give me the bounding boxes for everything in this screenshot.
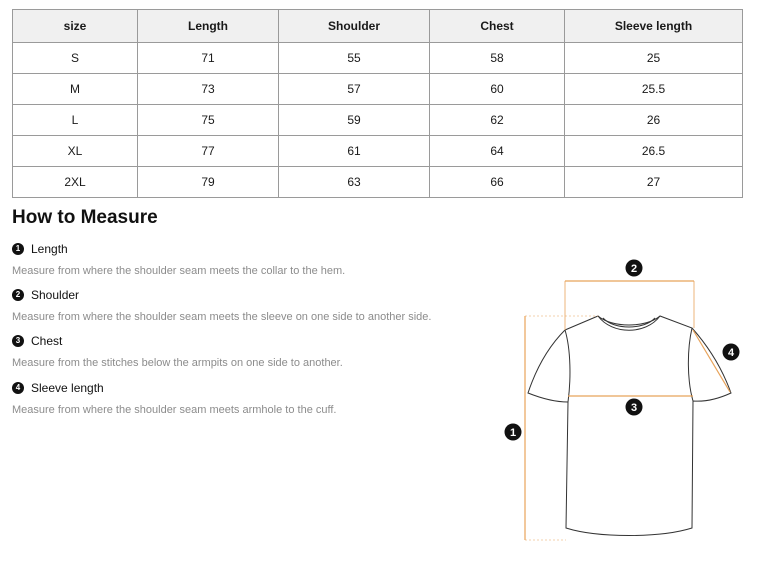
size-chart-table	[12, 9, 743, 198]
table-row	[13, 43, 743, 74]
how-to-measure-title: How to Measure	[12, 207, 158, 228]
measure-item-description: Measure from where the shoulder seam meets the collar to the hem.	[12, 265, 346, 277]
measure-item-description: Measure from the stitches below the armpits on one side to another.	[12, 357, 343, 369]
number-3-icon: 3	[12, 335, 24, 347]
number-4-icon: 4	[12, 382, 24, 394]
measure-item-length	[12, 242, 68, 256]
cell-shoulder: 63	[279, 167, 430, 198]
tshirt-icon	[528, 316, 731, 536]
svg-text:1: 1	[509, 427, 517, 439]
table-row	[13, 105, 743, 136]
marker-4	[723, 344, 740, 361]
table-row	[13, 167, 743, 198]
cell-chest: 60	[430, 74, 565, 105]
cell-shoulder: 61	[279, 136, 430, 167]
svg-text:4: 4	[727, 347, 735, 359]
measure-item-label: Chest	[31, 334, 63, 348]
cell-sleeve-length: 26	[565, 105, 743, 136]
cell-size: 2XL	[13, 167, 138, 198]
cell-chest: 62	[430, 105, 565, 136]
cell-sleeve-length: 25	[565, 43, 743, 74]
table-row	[13, 136, 743, 167]
marker-1	[505, 424, 522, 441]
cell-chest: 66	[430, 167, 565, 198]
cell-length: 71	[138, 43, 279, 74]
table-row	[13, 74, 743, 105]
tshirt-measurement-diagram	[490, 252, 758, 552]
cell-size: L	[13, 105, 138, 136]
number-2-icon: 2	[12, 289, 24, 301]
marker-2	[626, 260, 643, 277]
svg-text:2: 2	[630, 263, 638, 275]
measure-item-description: Measure from where the shoulder seam meets the sleeve on one side to another side.	[12, 311, 432, 323]
cell-shoulder: 57	[279, 74, 430, 105]
cell-sleeve-length: 26.5	[565, 136, 743, 167]
cell-size: M	[13, 74, 138, 105]
cell-size: S	[13, 43, 138, 74]
number-1-icon: 1	[12, 243, 24, 255]
marker-3	[626, 399, 643, 416]
cell-size: XL	[13, 136, 138, 167]
header-size: size	[13, 10, 138, 43]
header-length: Length	[138, 10, 279, 43]
measure-item-label: Length	[31, 242, 68, 256]
measure-item-sleeve-length	[12, 381, 104, 395]
table-header-row	[13, 10, 743, 43]
measure-item-chest	[12, 334, 62, 348]
measure-item-shoulder	[12, 288, 79, 302]
measure-item-label: Sleeve length	[31, 381, 104, 395]
cell-length: 73	[138, 74, 279, 105]
measure-item-label: Shoulder	[31, 288, 80, 302]
header-sleeve-length: Sleeve length	[565, 10, 743, 43]
cell-length: 77	[138, 136, 279, 167]
cell-length: 75	[138, 105, 279, 136]
cell-length: 79	[138, 167, 279, 198]
cell-sleeve-length: 27	[565, 167, 743, 198]
cell-shoulder: 55	[279, 43, 430, 74]
cell-sleeve-length: 25.5	[565, 74, 743, 105]
header-shoulder: Shoulder	[279, 10, 430, 43]
measure-item-description: Measure from where the shoulder seam meets armhole to the cuff.	[12, 404, 337, 416]
header-chest: Chest	[430, 10, 565, 43]
svg-text:3: 3	[630, 402, 638, 414]
cell-chest: 64	[430, 136, 565, 167]
cell-shoulder: 59	[279, 105, 430, 136]
cell-chest: 58	[430, 43, 565, 74]
